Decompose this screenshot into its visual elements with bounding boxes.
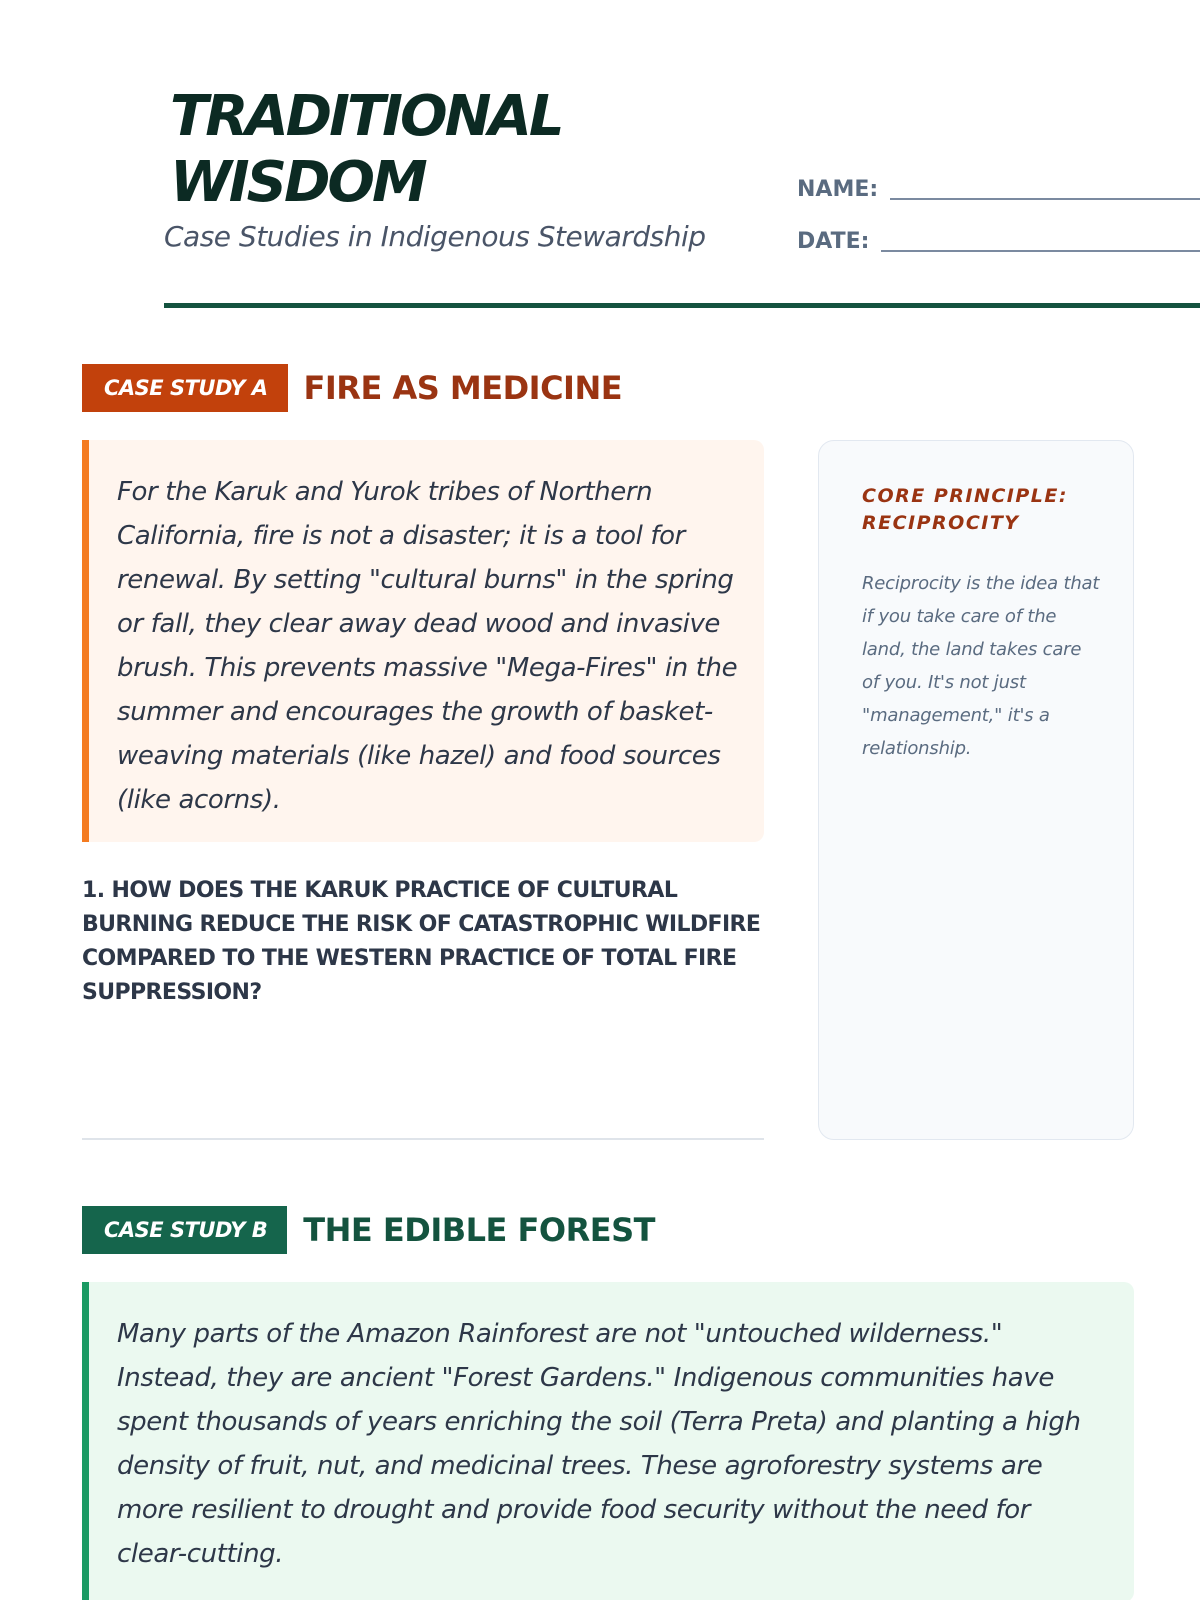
- page-title: TRADITIONAL WISDOM: [170, 84, 562, 215]
- sidebar-text: Reciprocity is the idea that if you take care of the land, the land takes care of you. It's not just "management," it's a relationship.: [862, 573, 1100, 759]
- name-field[interactable]: [797, 178, 1200, 202]
- worksheet-header: [82, 0, 1118, 310]
- page-subtitle: Case Studies in Indigenous Stewardship: [164, 220, 706, 253]
- case-a-heading: [82, 364, 622, 412]
- case-b-heading: [82, 1206, 655, 1254]
- sidebar-title: CORE PRINCIPLE: RECIPROCITY: [862, 485, 1068, 534]
- core-principle-sidebar: [818, 440, 1134, 1140]
- name-label: NAME:: [797, 177, 879, 202]
- case-a-tag: CASE STUDY A: [82, 364, 288, 412]
- date-input-line[interactable]: [881, 250, 1200, 252]
- answer-line[interactable]: [82, 1138, 764, 1140]
- case-b-tag: CASE STUDY B: [82, 1206, 287, 1254]
- case-a-title: FIRE AS MEDICINE: [303, 369, 623, 407]
- name-input-line[interactable]: [890, 198, 1200, 200]
- case-b-reading: Many parts of the Amazon Rainforest are not "untouched wilderness." Instead, they are ancient "Forest Gardens." Indigenous communities have spent thousands of years enriching the soil (Terra Preta) and planting a high density of fruit, nut, and medicinal trees. These agroforestry systems are more resilient to drought and provide food security without the need for clear-cutting.: [82, 1282, 1134, 1600]
- header-divider: [164, 303, 1200, 308]
- case-b-title: THE EDIBLE FOREST: [303, 1211, 655, 1249]
- question-1: 1. HOW DOES THE KARUK PRACTICE OF CULTURAL BURNING REDUCE THE RISK OF CATASTROPHIC WILDFIRE COMPARED TO THE WESTERN PRACTICE OF TOTAL FIRE SUPPRESSION?: [82, 878, 761, 1005]
- date-field[interactable]: [797, 230, 1200, 254]
- date-label: DATE:: [797, 229, 870, 254]
- case-a-reading: For the Karuk and Yurok tribes of Northern California, fire is not a disaster; it is a tool for renewal. By setting "cultural burns" in the spring or fall, they clear away dead wood and invasive brush. This prevents massive "Mega-Fires" in the summer and encourages the growth of basket-weaving materials (like hazel) and food sources (like acorns).: [82, 440, 764, 842]
